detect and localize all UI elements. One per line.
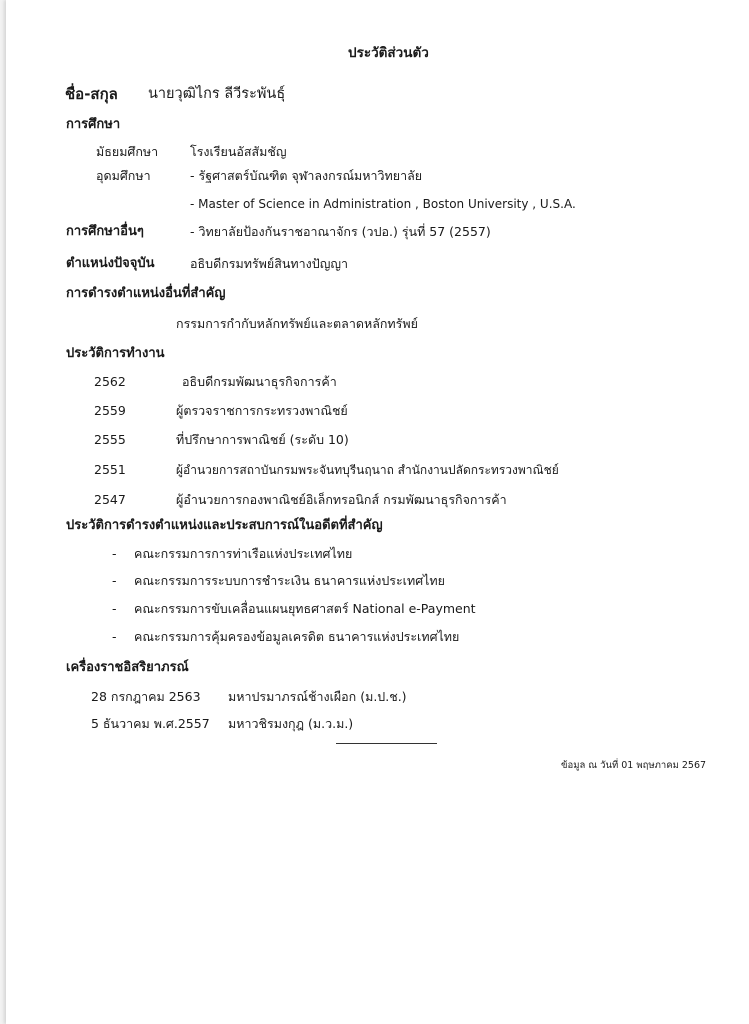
bullet-dash: - — [112, 629, 117, 644]
decoration-date: 28 กรกฎาคม 2563 — [91, 689, 201, 704]
secondary-education-label: มัธยมศึกษา — [96, 144, 159, 159]
work-year: 2547 — [94, 492, 126, 507]
page-title: ประวัติส่วนตัว — [348, 45, 429, 61]
name-value: นายวุฒิไกร ลีวีระพันธุ์ — [148, 86, 286, 102]
decoration-date: 5 ธันวาคม พ.ศ.2557 — [91, 716, 210, 731]
current-position-label: ตำแหน่งปัจจุบัน — [66, 256, 155, 271]
other-position-item: กรรมการกำกับหลักทรัพย์และตลาดหลักทรัพย์ — [176, 316, 418, 331]
document-page — [6, 0, 749, 1024]
other-education-value: - วิทยาลัยป้องกันราชอาณาจักร (วปอ.) รุ่นที่ 57 (2557) — [190, 224, 491, 239]
past-position-item: คณะกรรมการระบบการชำระเงิน ธนาคารแห่งประเทศไทย — [134, 573, 445, 588]
work-year: 2551 — [94, 462, 126, 477]
past-positions-heading: ประวัติการดำรงตำแหน่งและประสบการณ์ในอดีตที่สำคัญ — [66, 518, 383, 533]
work-position: ผู้อำนวยการกองพาณิชย์อิเล็กทรอนิกส์ กรมพัฒนาธุรกิจการค้า — [176, 492, 507, 507]
work-history-heading: ประวัติการทำงาน — [66, 346, 165, 361]
work-position: ผู้ตรวจราชการกระทรวงพาณิชย์ — [176, 403, 348, 418]
work-year: 2559 — [94, 403, 126, 418]
footer-note: ข้อมูล ณ วันที่ 01 พฤษภาคม 2567 — [561, 760, 707, 771]
past-position-item: คณะกรรมการการท่าเรือแห่งประเทศไทย — [134, 546, 353, 561]
current-position-value: อธิบดีกรมทรัพย์สินทางปัญญา — [190, 256, 349, 271]
bullet-dash: - — [112, 546, 117, 561]
closing-divider — [336, 743, 437, 744]
higher-education-item: - Master of Science in Administration , Boston University , U.S.A. — [190, 197, 576, 211]
work-year: 2555 — [94, 432, 126, 447]
education-heading: การศึกษา — [66, 117, 121, 132]
bullet-dash: - — [112, 573, 117, 588]
other-education-label: การศึกษาอื่นๆ — [66, 224, 144, 239]
decorations-heading: เครื่องราชอิสริยาภรณ์ — [66, 660, 189, 675]
bullet-dash: - — [112, 601, 117, 616]
work-position: ผู้อำนวยการสถาบันกรมพระจันทบุรีนฤนาถ สำนักงานปลัดกระทรวงพาณิชย์ — [176, 463, 559, 477]
secondary-education-value: โรงเรียนอัสสัมชัญ — [190, 144, 287, 159]
work-year: 2562 — [94, 374, 126, 389]
higher-education-item: - รัฐศาสตร์บัณฑิต จุฬาลงกรณ์มหาวิทยาลัย — [190, 168, 423, 183]
past-position-item: คณะกรรมการขับเคลื่อนแผนยุทธศาสตร์ National e-Payment — [134, 601, 476, 616]
other-positions-heading: การดำรงตำแหน่งอื่นที่สำคัญ — [66, 286, 226, 301]
decoration-name: มหาวชิรมงกุฎ (ม.ว.ม.) — [228, 716, 354, 731]
work-position: อธิบดีกรมพัฒนาธุรกิจการค้า — [182, 374, 337, 389]
work-position: ที่ปรึกษาการพาณิชย์ (ระดับ 10) — [176, 432, 349, 447]
past-position-item: คณะกรรมการคุ้มครองข้อมูลเครดิต ธนาคารแห่งประเทศไทย — [134, 629, 460, 644]
higher-education-label: อุดมศึกษา — [96, 168, 151, 183]
name-label: ชื่อ-สกุล — [65, 85, 118, 103]
decoration-name: มหาปรมาภรณ์ช้างเผือก (ม.ป.ช.) — [228, 689, 407, 704]
